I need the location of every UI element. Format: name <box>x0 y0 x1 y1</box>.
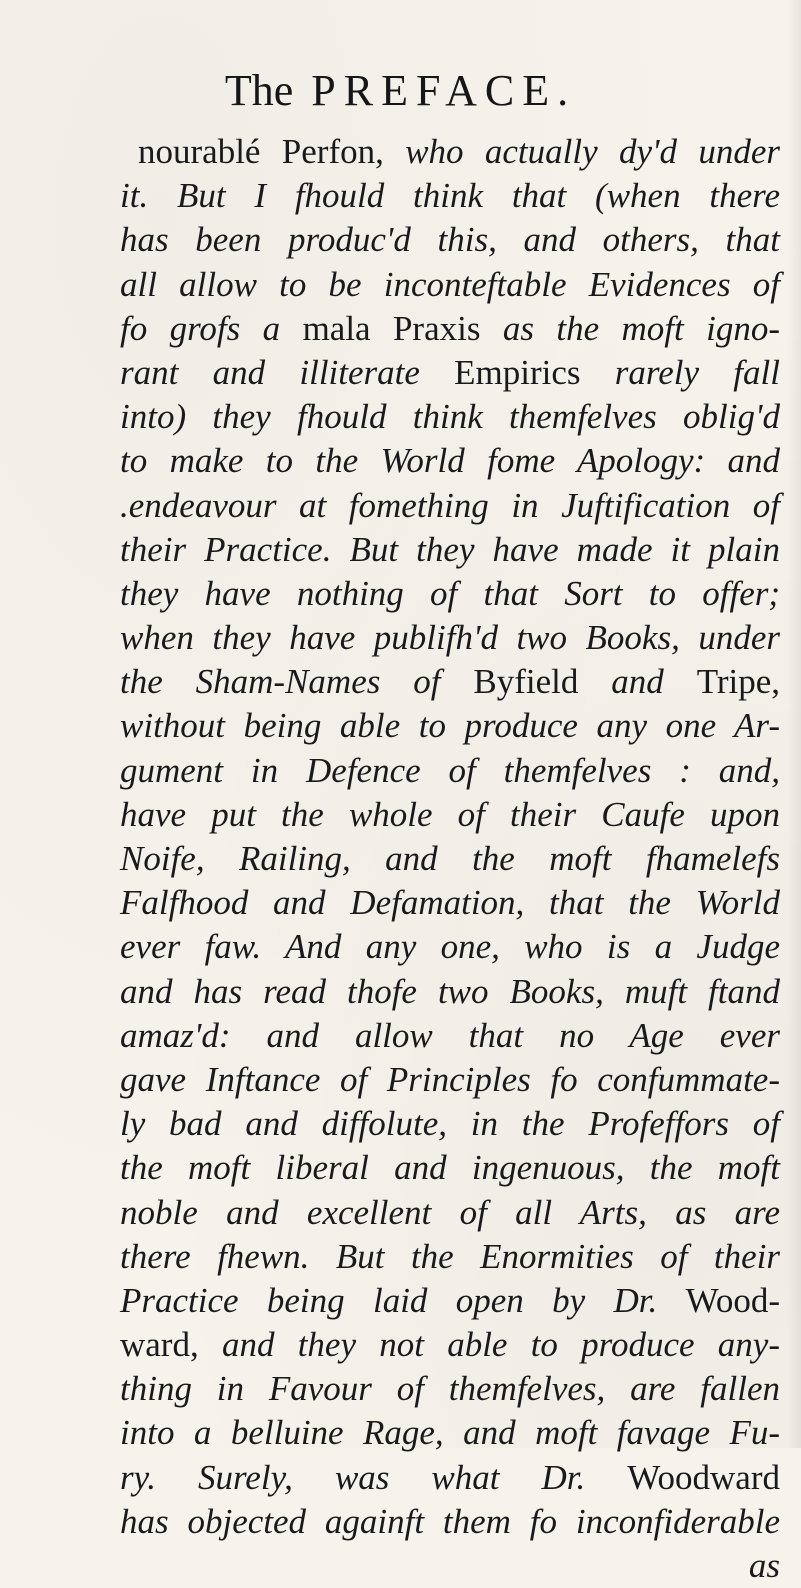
roman-text: Empirics <box>454 352 615 392</box>
italic-text: their Practice. But they have made it plain <box>120 529 780 569</box>
text-line <box>120 174 780 218</box>
text-line <box>120 616 780 660</box>
text-line <box>120 1367 780 1411</box>
italic-text: ly bad and diffolute, in the Profeffors of <box>120 1104 780 1144</box>
italic-text: into) they fhould think themfelves oblig'd <box>120 397 780 437</box>
text-line <box>120 1456 780 1500</box>
text-line <box>120 704 780 748</box>
italic-text: rarely fall <box>614 352 780 392</box>
italic-text: gument in Defence of themfelves : and, <box>120 750 780 790</box>
italic-text: they have nothing of that Sort to offer; <box>120 573 780 613</box>
italic-text: has been produc'd this, and others, that <box>120 220 780 260</box>
italic-text: when they have publifh'd two Books, under <box>120 618 780 658</box>
text-line <box>120 749 780 793</box>
text-line <box>120 925 780 969</box>
roman-text: ward, <box>120 1325 222 1365</box>
italic-text: there fhewn. But the Enormities of their <box>120 1236 780 1276</box>
text-line <box>120 837 780 881</box>
text-line <box>120 484 780 528</box>
text-line <box>120 263 780 307</box>
italic-text: all allow to be inconteftable Evidences of <box>120 264 780 304</box>
text-line <box>120 1102 780 1146</box>
italic-text: amaz'd: and allow that no Age ever <box>120 1015 780 1055</box>
italic-text: Noife, Railing, and the moft fhamelefs <box>120 839 780 878</box>
italic-text: gave Inftance of Principles fo confummate- <box>120 1059 780 1099</box>
italic-text: have put the whole of their Caufe upon <box>120 794 780 834</box>
italic-text: it. But I fhould think that (when there <box>120 176 780 216</box>
text-line <box>120 218 780 262</box>
text-line <box>120 1191 780 1235</box>
italic-text: into a belluine Rage, and moft favage Fu- <box>120 1413 780 1453</box>
text-line <box>120 1411 780 1455</box>
italic-text: rant and illiterate <box>120 352 455 392</box>
italic-text: noble and excellent of all Arts, as are <box>120 1192 780 1232</box>
text-line <box>120 1544 780 1588</box>
text-line <box>120 1279 780 1323</box>
text-line <box>120 130 780 174</box>
roman-text: Woodward <box>627 1457 780 1497</box>
italic-text: as the moft igno- <box>502 308 781 348</box>
text-line <box>120 1323 780 1367</box>
text-line <box>120 528 780 572</box>
italic-text: without being able to produce any one Ar- <box>120 706 780 746</box>
italic-text: thing in Favour of themfelves, are fallen <box>120 1369 780 1409</box>
running-head <box>0 66 801 116</box>
text-line <box>120 793 780 837</box>
text-line <box>120 1146 780 1190</box>
italic-text: .endeavour at fomething in Juftification of <box>120 485 780 525</box>
italic-text: Falfhood and Defamation, that the World <box>120 883 780 923</box>
roman-text: Byfield <box>473 662 612 702</box>
text-line <box>120 1500 780 1544</box>
text-line <box>120 1235 780 1279</box>
running-head-title: PREFACE. <box>311 66 577 115</box>
page-edge-shadow <box>787 0 801 1448</box>
roman-text: nourablé Perfon, <box>138 132 406 171</box>
italic-text: as <box>748 1546 780 1585</box>
italic-text: has objected againft them fo inconfiderable <box>120 1501 780 1541</box>
roman-text: mala Praxis <box>302 308 503 348</box>
text-line <box>120 881 780 925</box>
italic-text: ever faw. And any one, who is a Judge <box>120 927 780 967</box>
italic-text: who actually dy'd under <box>405 132 780 171</box>
italic-text: ry. Surely, was what Dr. <box>120 1457 628 1497</box>
text-line <box>120 439 780 483</box>
italic-text: and has read thofe two Books, muft ftand <box>120 971 780 1011</box>
roman-text: Wood- <box>685 1280 780 1320</box>
text-line <box>120 660 780 704</box>
running-head-prefix: The <box>224 66 294 115</box>
text-line <box>120 1058 780 1102</box>
roman-text: Tripe, <box>696 662 781 702</box>
text-line <box>120 307 780 351</box>
text-line <box>120 395 780 439</box>
italic-text: and <box>611 662 697 702</box>
text-line <box>120 970 780 1014</box>
text-line <box>120 1014 780 1058</box>
italic-text: the moft liberal and ingenuous, the moft <box>120 1148 780 1188</box>
body-text <box>120 130 780 1588</box>
italic-text: Practice being laid open by Dr. <box>120 1280 686 1320</box>
italic-text: fo grofs a <box>120 308 303 348</box>
italic-text: the Sham-Names of <box>120 662 474 702</box>
italic-text: and they not able to produce any- <box>221 1325 780 1365</box>
text-line <box>120 572 780 616</box>
text-line <box>120 351 780 395</box>
italic-text: to make to the World fome Apology: and <box>120 441 780 481</box>
